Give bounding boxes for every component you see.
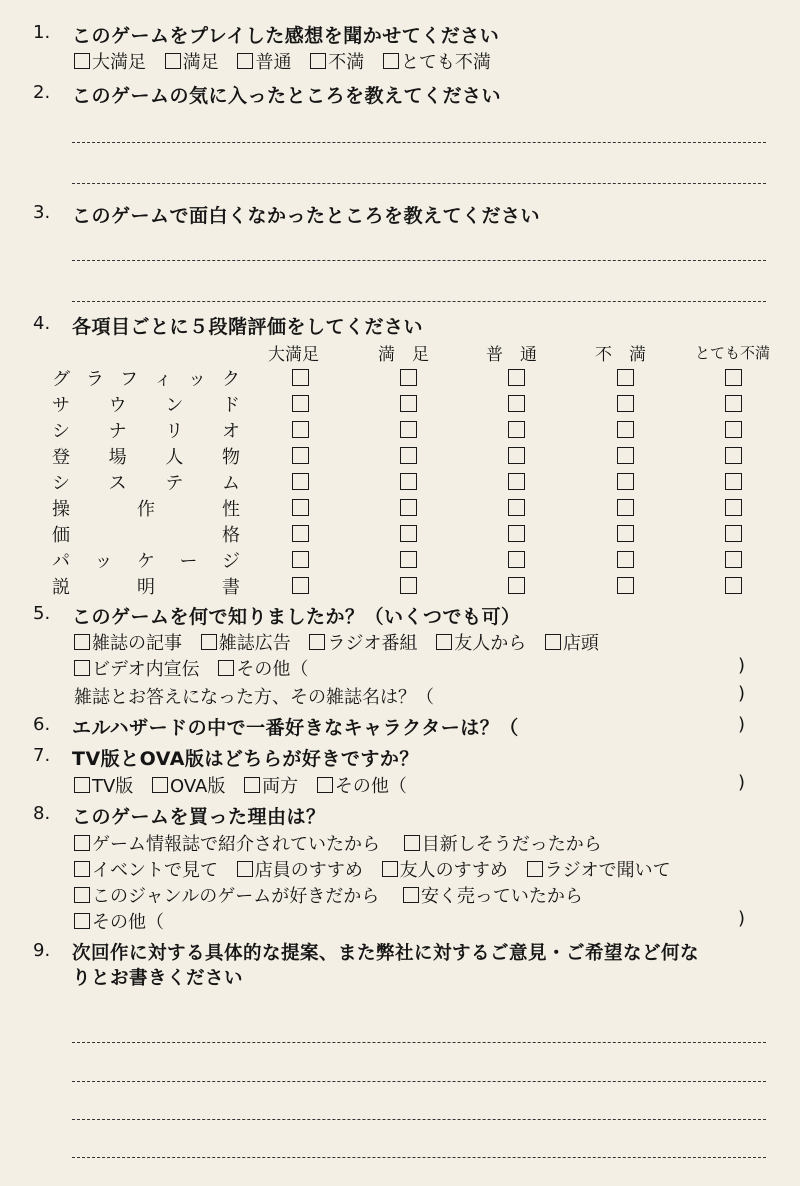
rating-checkbox[interactable] (508, 577, 525, 594)
rating-checkbox[interactable] (400, 447, 417, 464)
rating-item-char: 説 (52, 577, 70, 598)
rating-item-char: 操 (52, 499, 70, 520)
rating-item-label (52, 391, 240, 417)
checkbox[interactable] (237, 53, 253, 69)
rating-checkbox[interactable] (725, 447, 742, 464)
rating-checkbox[interactable] (400, 577, 417, 594)
rating-item-char: ン (165, 395, 184, 416)
rating-checkbox[interactable] (508, 473, 525, 490)
checkbox[interactable] (404, 835, 420, 851)
rating-item-label (52, 495, 240, 521)
q8-option[interactable]: 安く売っていたから (403, 882, 583, 908)
answer-line[interactable] (72, 1081, 766, 1082)
rating-item-label (52, 573, 240, 599)
rating-item-char: 明 (137, 577, 155, 598)
rating-item-char: ナ (108, 421, 127, 442)
question-number: 6. (33, 714, 51, 735)
rating-checkbox[interactable] (725, 473, 742, 490)
rating-checkbox[interactable] (508, 499, 525, 516)
rating-checkbox[interactable] (508, 369, 525, 386)
rating-checkbox[interactable] (400, 551, 417, 568)
q8-options-row2 (74, 856, 684, 882)
q5-option[interactable]: 雑誌広告 (201, 629, 291, 655)
rating-checkbox[interactable] (400, 525, 417, 542)
question-number: 2. (33, 82, 51, 103)
q5-option[interactable]: 友人から (436, 629, 526, 655)
rating-checkbox[interactable] (617, 525, 634, 542)
question-text: 次回作に対する具体的な提案、また弊社に対するご意見・ご希望など何な (72, 943, 700, 964)
rating-checkbox[interactable] (292, 499, 309, 516)
rating-item-char: ウ (108, 395, 127, 416)
rating-checkbox[interactable] (617, 473, 634, 490)
q8-option[interactable]: ラジオで聞いて (527, 856, 671, 882)
rating-checkbox[interactable] (725, 525, 742, 542)
checkbox[interactable] (74, 634, 90, 650)
answer-line[interactable] (72, 301, 766, 302)
checkbox[interactable] (218, 660, 234, 676)
rating-checkbox[interactable] (617, 395, 634, 412)
answer-line[interactable] (72, 1042, 766, 1043)
rating-column-header: 普 通 (486, 345, 537, 365)
rating-item-char: 登 (52, 447, 70, 468)
rating-item-char: シ (52, 473, 70, 494)
checkbox[interactable] (310, 53, 326, 69)
rating-checkbox[interactable] (725, 369, 742, 386)
checkbox[interactable] (165, 53, 181, 69)
rating-checkbox[interactable] (508, 525, 525, 542)
rating-item-char: ー (179, 551, 198, 572)
rating-item-char: ッ (188, 369, 206, 390)
rating-item-char: サ (52, 395, 70, 416)
checkbox[interactable] (382, 861, 398, 877)
rating-item-char: 価 (52, 525, 70, 546)
rating-checkbox[interactable] (292, 551, 309, 568)
rating-checkbox[interactable] (292, 421, 309, 438)
q5-option-other[interactable]: その他（ (218, 655, 308, 681)
question-number: 3. (33, 202, 51, 223)
rating-checkbox[interactable] (292, 577, 309, 594)
rating-item-char: ム (221, 473, 240, 494)
rating-item-char: 格 (222, 525, 240, 546)
question-text: TV版とOVA版はどちらが好きですか？ (72, 748, 419, 770)
q8-option[interactable]: このジャンルのゲームが好きだから (74, 882, 379, 908)
question-text: 各項目ごとに５段階評価をしてください (72, 316, 424, 338)
rating-item-char: 性 (222, 499, 240, 520)
rating-checkbox[interactable] (508, 395, 525, 412)
checkbox[interactable] (309, 634, 325, 650)
question-text: このゲームをプレイした感想を聞かせてください (72, 25, 500, 47)
q8-option[interactable]: 友人のすすめ (382, 856, 508, 882)
question-text: エルハザードの中で一番好きなキャラクターは？（ (72, 717, 519, 739)
rating-checkbox[interactable] (400, 369, 417, 386)
rating-checkbox[interactable] (617, 499, 634, 516)
checkbox[interactable] (317, 777, 333, 793)
rating-checkbox[interactable] (292, 525, 309, 542)
rating-item-char: ジ (222, 551, 240, 572)
checkbox[interactable] (74, 913, 90, 929)
q7-option[interactable]: OVA版 (152, 772, 225, 798)
rating-item-char: ィ (154, 369, 172, 390)
rating-column-header: とても不満 (695, 344, 771, 362)
q8-option[interactable]: 店員のすすめ (237, 856, 363, 882)
rating-checkbox[interactable] (508, 551, 525, 568)
magazine-name-prompt: 雑誌とお答えになった方、その雑誌名は？（ (74, 687, 434, 708)
answer-line[interactable] (72, 183, 766, 184)
question-number: 8. (33, 803, 51, 824)
q5-option[interactable]: ビデオ内宣伝 (74, 655, 200, 681)
checkbox[interactable] (244, 777, 260, 793)
rating-checkbox[interactable] (617, 447, 634, 464)
checkbox[interactable] (436, 634, 452, 650)
question-number: 5. (33, 603, 51, 624)
checkbox[interactable] (527, 861, 543, 877)
rating-item-char: シ (52, 421, 70, 442)
rating-checkbox[interactable] (292, 395, 309, 412)
rating-item-char: 物 (221, 447, 240, 468)
q8-option-other[interactable]: その他（ (74, 908, 164, 934)
checkbox[interactable] (74, 835, 90, 851)
rating-item-char: 書 (222, 577, 240, 598)
close-paren: ) (738, 655, 746, 676)
close-paren: ) (738, 908, 746, 929)
q1-option[interactable]: 不満 (310, 48, 364, 74)
rating-checkbox[interactable] (292, 473, 309, 490)
rating-column-header: 大満足 (268, 345, 319, 365)
rating-checkbox[interactable] (400, 421, 417, 438)
rating-column-header: 満 足 (378, 345, 429, 365)
rating-item-char: ッ (94, 551, 113, 572)
question-text-line2: りとお書きください (72, 968, 244, 989)
checkbox[interactable] (237, 861, 253, 877)
rating-item-char: ク (222, 369, 240, 390)
q5-option[interactable]: ラジオ番組 (309, 629, 417, 655)
q7-options (74, 772, 420, 798)
question-number: 4. (33, 313, 51, 334)
question-text: このゲームの気に入ったところを教えてください (72, 85, 502, 107)
rating-checkbox[interactable] (725, 421, 742, 438)
rating-checkbox[interactable] (617, 369, 634, 386)
checkbox[interactable] (74, 53, 90, 69)
q8-options-row4 (74, 908, 177, 934)
rating-column-header: 不 満 (595, 345, 646, 365)
rating-checkbox[interactable] (617, 551, 634, 568)
rating-item-char: グ (52, 369, 70, 390)
question-number: 7. (33, 745, 51, 766)
q8-options-row1 (74, 830, 615, 856)
answer-line[interactable] (72, 260, 766, 261)
question-text: このゲームで面白くなかったところを教えてください (72, 205, 541, 227)
q8-option[interactable]: イベントで見て (74, 856, 218, 882)
checkbox[interactable] (383, 53, 399, 69)
checkbox[interactable] (152, 777, 168, 793)
rating-item-char: ラ (86, 369, 104, 390)
rating-item-label (52, 547, 240, 573)
q5-option[interactable]: 店頭 (545, 629, 599, 655)
rating-checkbox[interactable] (617, 421, 634, 438)
rating-checkbox[interactable] (400, 499, 417, 516)
q5-options-row1 (74, 629, 612, 655)
rating-item-label (52, 417, 240, 443)
checkbox[interactable] (403, 887, 419, 903)
answer-line[interactable] (72, 142, 766, 143)
rating-item-char: ド (221, 395, 240, 416)
checkbox[interactable] (74, 861, 90, 877)
rating-item-char: ス (108, 473, 127, 494)
answer-line[interactable] (72, 1157, 766, 1158)
rating-checkbox[interactable] (292, 447, 309, 464)
checkbox[interactable] (201, 634, 217, 650)
q5-options-row2 (74, 655, 321, 681)
rating-item-char: ケ (137, 551, 155, 572)
question-text: このゲームを買った理由は？ (72, 806, 326, 828)
rating-item-label (52, 365, 240, 391)
q1-option[interactable]: 満足 (165, 48, 219, 74)
rating-item-label (52, 521, 240, 547)
question-number: 1. (33, 22, 51, 43)
answer-line[interactable] (72, 1119, 766, 1120)
checkbox[interactable] (74, 777, 90, 793)
close-paren: ) (738, 714, 746, 735)
rating-checkbox[interactable] (617, 577, 634, 594)
rating-checkbox[interactable] (400, 473, 417, 490)
checkbox[interactable] (74, 887, 90, 903)
rating-item-label (52, 469, 240, 495)
rating-checkbox[interactable] (725, 499, 742, 516)
rating-item-char: 作 (137, 499, 155, 520)
rating-checkbox[interactable] (725, 551, 742, 568)
rating-item-label (52, 443, 240, 469)
rating-checkbox[interactable] (508, 447, 525, 464)
rating-item-char: リ (165, 421, 184, 442)
close-paren: ) (738, 772, 746, 793)
rating-item-char: オ (221, 421, 240, 442)
checkbox[interactable] (545, 634, 561, 650)
rating-item-char: パ (52, 551, 70, 572)
close-paren: ) (738, 683, 746, 704)
q1-option[interactable]: とても不満 (383, 48, 491, 74)
checkbox[interactable] (74, 660, 90, 676)
q8-option[interactable]: ゲーム情報誌で紹介されていたから (74, 830, 380, 856)
q7-option-other[interactable]: その他（ (317, 772, 407, 798)
rating-item-char: テ (165, 473, 184, 494)
question-text: このゲームを何で知りましたか？（いくつでも可） (72, 606, 521, 628)
q7-option[interactable]: TV版 (74, 772, 133, 798)
rating-checkbox[interactable] (725, 577, 742, 594)
rating-checkbox[interactable] (725, 395, 742, 412)
question-number: 9. (33, 940, 51, 961)
rating-item-char: フ (120, 369, 138, 390)
q1-option[interactable]: 普通 (237, 48, 291, 74)
rating-item-char: 人 (165, 447, 184, 468)
rating-checkbox[interactable] (292, 369, 309, 386)
q5-option[interactable]: 雑誌の記事 (74, 629, 182, 655)
q1-option[interactable]: 大満足 (74, 48, 146, 74)
rating-item-char: 場 (108, 447, 127, 468)
q1-options (74, 48, 504, 74)
rating-checkbox[interactable] (400, 395, 417, 412)
q7-option[interactable]: 両方 (244, 772, 298, 798)
q8-option[interactable]: 目新しそうだったから (404, 830, 602, 856)
q8-options-row3 (74, 882, 596, 908)
rating-checkbox[interactable] (508, 421, 525, 438)
